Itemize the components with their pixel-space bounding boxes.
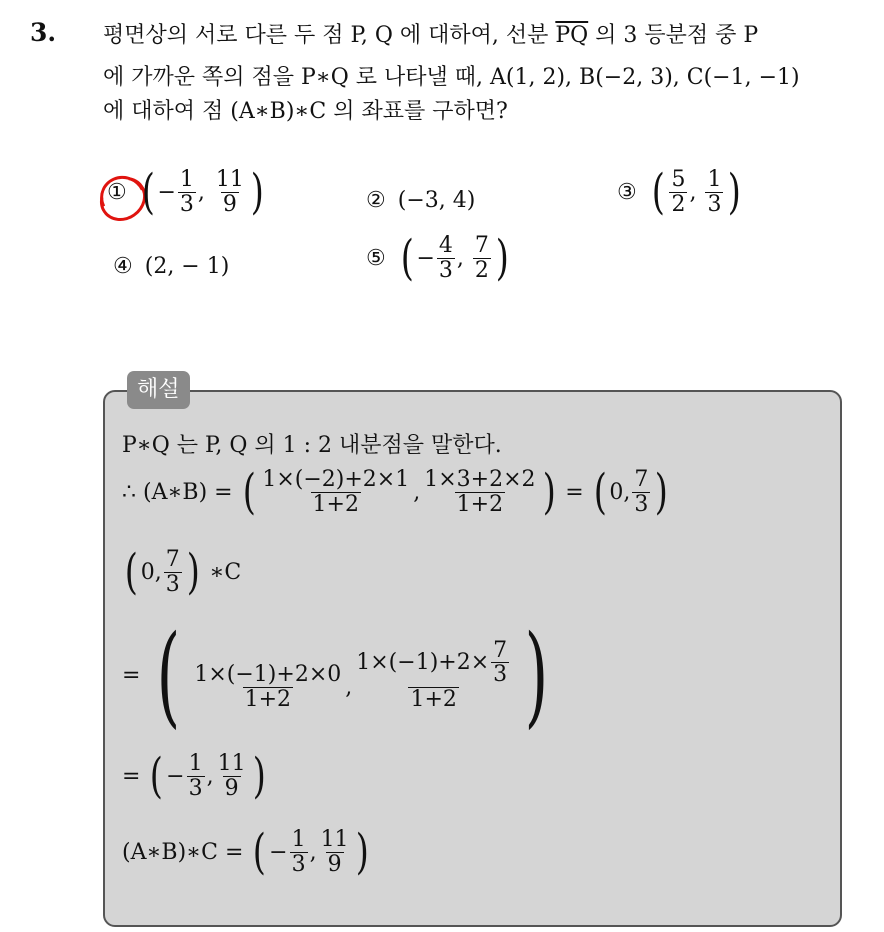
right-paren: ) bbox=[524, 611, 549, 739]
question-line-1 bbox=[103, 18, 758, 49]
fraction bbox=[260, 468, 411, 515]
solution-line-5: = ( − $\frac{1}{3}$ , $\frac{11}{9}$ ) bbox=[122, 748, 266, 804]
denominator: 9 bbox=[327, 851, 342, 877]
fraction bbox=[491, 639, 509, 686]
equals-sign: = bbox=[122, 763, 141, 789]
numerator: 1×(−1)+2×0 bbox=[194, 662, 342, 688]
numerator: 1 bbox=[179, 167, 194, 193]
solution-line-6: (A∗B)∗C = ( − $\frac{1}{3}$ , $\frac{11}{9}$ ) bbox=[122, 824, 369, 880]
denominator: 3 bbox=[493, 662, 508, 688]
fraction bbox=[178, 168, 196, 215]
question-text: 평면상의 서로 다른 두 점 P, Q 에 대하여, 선분 bbox=[103, 23, 556, 48]
numerator: 1×(−2)+2×1 bbox=[262, 467, 410, 493]
choice-3[interactable]: ③ ( $\frac{5}{2}$ , $\frac{1}{3}$ ) bbox=[617, 164, 742, 220]
right-paren: ) bbox=[355, 824, 369, 880]
fraction bbox=[422, 468, 537, 515]
solution-line-1: P∗Q 는 P, Q 의 1 : 2 내분점을 말한다. bbox=[122, 433, 502, 458]
numerator: 11 bbox=[215, 167, 244, 193]
equals-sign: = bbox=[122, 662, 141, 688]
segment-pq: $\overline{PQ}$ bbox=[555, 23, 589, 48]
left-paren: ( bbox=[651, 164, 665, 220]
fraction bbox=[187, 752, 205, 799]
math-text: 0, bbox=[609, 479, 631, 505]
fraction bbox=[290, 828, 308, 875]
math-text: ∗C bbox=[209, 559, 242, 585]
question-line-3: 에 대하여 점 (A∗B)∗C 의 좌표를 구하면? bbox=[103, 99, 508, 124]
fraction bbox=[705, 168, 723, 215]
denominator: 2 bbox=[671, 191, 686, 217]
choice-number: ⑤ bbox=[366, 245, 386, 271]
left-paren: ( bbox=[150, 748, 164, 804]
numerator: 7 bbox=[493, 638, 508, 664]
denominator: 1+2 bbox=[312, 491, 359, 517]
numerator: 7 bbox=[474, 233, 489, 259]
denominator: 3 bbox=[634, 491, 649, 517]
right-paren: ) bbox=[250, 164, 264, 220]
minus-sign: − bbox=[166, 763, 185, 789]
minus-sign: − bbox=[157, 179, 176, 205]
fraction bbox=[319, 828, 351, 875]
minus-sign: − bbox=[416, 245, 435, 271]
left-paren: ( bbox=[593, 464, 607, 520]
math-text: 1×(−1)+2× bbox=[356, 650, 490, 676]
fraction bbox=[473, 234, 491, 281]
numerator: 4 bbox=[438, 233, 453, 259]
math-text: ∴ (A∗B) = bbox=[122, 479, 233, 505]
left-paren: ( bbox=[400, 230, 414, 286]
denominator: 1+2 bbox=[456, 491, 504, 517]
numerator: 11 bbox=[217, 751, 246, 777]
right-paren: ) bbox=[728, 164, 742, 220]
left-paren: ( bbox=[141, 164, 155, 220]
denominator: 9 bbox=[224, 775, 239, 801]
right-paren: ) bbox=[542, 464, 556, 520]
left-paren: ( bbox=[253, 824, 267, 880]
denominator: 3 bbox=[707, 191, 722, 217]
fraction bbox=[354, 639, 513, 710]
numerator: 1 bbox=[291, 827, 306, 853]
numerator: 1 bbox=[188, 751, 203, 777]
math-text: (A∗B)∗C = bbox=[122, 839, 244, 865]
solution-tag: 해설 bbox=[127, 371, 190, 409]
fraction bbox=[214, 168, 246, 215]
choice-number: ③ bbox=[617, 179, 637, 205]
question-text: 의 3 등분점 중 P bbox=[588, 23, 759, 48]
left-paren: ( bbox=[157, 611, 181, 739]
fraction bbox=[216, 752, 248, 799]
choice-2[interactable] bbox=[366, 188, 475, 213]
choice-1[interactable]: ① ( − $\frac{1}{3}$ , $\frac{11}{9}$ ) bbox=[107, 164, 264, 220]
choice-4[interactable] bbox=[113, 254, 229, 279]
denominator: 3 bbox=[188, 775, 203, 801]
solution-line-3 bbox=[122, 544, 242, 600]
denominator: 3 bbox=[438, 257, 453, 283]
denominator: 2 bbox=[474, 257, 489, 283]
right-paren: ) bbox=[252, 748, 266, 804]
denominator: 3 bbox=[291, 851, 306, 877]
choice-number: ② bbox=[366, 188, 386, 213]
question-number: 3. bbox=[30, 18, 57, 47]
solution-line-4: = ( $\frac{1\times(-1)+2\times 0}{1+2}$ , 1×(−1)+2× $\frac{7}{3}$ 1+2 ) bbox=[122, 611, 549, 739]
fraction bbox=[437, 234, 455, 281]
solution-line-2: ∴ (A∗B) = ( $\frac{1\times(-2)+2\times 1}{1+2}$ , $\frac{1\times 3+2\times 2}{1+2}$ ) = ( 0, $\frac{7}{3}$ ) bbox=[122, 464, 669, 520]
numerator: 1×3+2×2 bbox=[424, 467, 536, 493]
numerator: 7 bbox=[165, 547, 180, 573]
denominator: 1+2 bbox=[410, 686, 457, 712]
choice-5[interactable]: ⑤ ( − $\frac{4}{3}$ , $\frac{7}{2}$ ) bbox=[366, 230, 509, 286]
fraction bbox=[164, 548, 182, 595]
denominator: 9 bbox=[222, 191, 237, 217]
denominator: 3 bbox=[165, 571, 180, 597]
question-line-2: 에 가까운 쪽의 점을 P∗Q 로 나타낼 때, A(1, 2), B(−2, 3), C(−1, −1) bbox=[103, 65, 800, 90]
numerator: 11 bbox=[320, 827, 349, 853]
math-text: 0, bbox=[140, 559, 162, 585]
choice-value: (−3, 4) bbox=[397, 188, 476, 213]
choice-value: (2, − 1) bbox=[144, 254, 230, 279]
numerator bbox=[354, 639, 513, 686]
denominator: 1+2 bbox=[244, 686, 292, 712]
right-paren: ) bbox=[655, 464, 669, 520]
numerator: 1 bbox=[707, 167, 722, 193]
numerator: 7 bbox=[634, 467, 649, 493]
choice-number: ① bbox=[107, 179, 127, 205]
fraction bbox=[192, 663, 343, 710]
numerator: 5 bbox=[671, 167, 686, 193]
left-paren: ( bbox=[124, 544, 138, 600]
choice-number: ④ bbox=[113, 254, 133, 279]
fraction bbox=[669, 168, 687, 215]
minus-sign: − bbox=[269, 839, 288, 865]
left-paren: ( bbox=[242, 464, 256, 520]
right-paren: ) bbox=[186, 544, 200, 600]
denominator: 3 bbox=[179, 191, 194, 217]
fraction bbox=[632, 468, 650, 515]
right-paren: ) bbox=[495, 230, 509, 286]
